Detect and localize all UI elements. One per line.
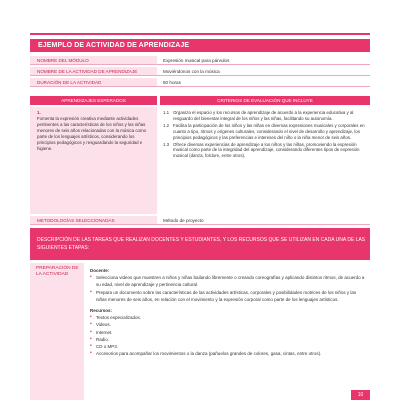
bullet-icon: • xyxy=(90,288,92,295)
preparacion-label: PREPARACIÓN DE LA ACTIVIDAD xyxy=(30,263,84,400)
metodologias-label: METODOLOGÍAS SELECCIONADAS xyxy=(30,216,157,224)
recurso-item: • Accesorios para acompañar los movimientos o la danza (pañuelos grandes de colores, gasa, cintas, entre otros). xyxy=(90,350,322,357)
header-aprendizajes: APRENDIZAJES ESPERADOS xyxy=(30,96,157,105)
docente-item: • Selecciona videos que muestren a niños y niñas bailando libremente o creando coreografías y aplicando distintos ritmos, de acuerdo a su edad, nivel de aprendizaje y pertinencia cultural. xyxy=(90,274,365,288)
aprendizaje-number: 1. xyxy=(37,110,41,115)
info-row-actividad xyxy=(30,67,370,76)
criterio-item xyxy=(163,142,366,160)
preparacion-content xyxy=(87,263,370,400)
bullet-icon: • xyxy=(90,328,92,335)
bullet-icon: • xyxy=(90,274,92,281)
bullet-icon: • xyxy=(90,314,92,321)
info-value: Expresión musical para párvulos xyxy=(163,57,230,63)
aprendizaje-text: Fomenta la expresión creativa mediante actividades pertinentes a las características de los niños y las niñas menores de seis años relacionadas con la música como parte de los lenguajes artísticos, considerando los principios pedagógicos y resguardando la seguridad e higiene. xyxy=(37,116,147,151)
docente-heading: Docente: xyxy=(90,268,110,273)
recurso-item: • Radio. xyxy=(90,335,110,342)
recursos-heading: Recursos: xyxy=(90,308,113,314)
bullet-icon: • xyxy=(90,343,92,350)
page-number: 10 xyxy=(351,390,370,400)
criterio-number: 1.2 xyxy=(163,122,170,128)
bullet-icon: • xyxy=(90,350,92,357)
criterio-text: Organiza el espacio y los recursos de aprendizaje de acuerdo a la experiencia educativa y al resguardo del bienestar integral de los niños y las niñas, facilitando su autonomía. xyxy=(173,110,354,121)
info-label: DURACIÓN DE LA ACTIVIDAD xyxy=(30,78,157,86)
bullet-icon: • xyxy=(90,321,92,328)
metodologias-row xyxy=(30,216,370,225)
criterio-item xyxy=(163,123,366,141)
aprendizaje-cell xyxy=(30,107,157,214)
descripcion-banner: DESCRIPCIÓN DE LAS TAREAS QUE REALIZAN DOCENTES Y ESTUDIANTES, Y LOS RECURSOS QUE SE UTILIZAN EN CADA UNA DE LAS SIGUIENTES ETAPAS: xyxy=(30,228,370,260)
info-label: NOMBRE DE LA ACTIVIDAD DE APRENDIZAJE xyxy=(30,67,157,75)
document-page xyxy=(30,0,370,400)
info-row-modulo xyxy=(30,56,370,65)
criterio-item xyxy=(163,110,366,122)
criterio-text: Ofrece diversas experiencias de aprendizaje a los niños y las niñas, promoviendo la expresión musical como parte de la integridad del aprendizaje, considerando diferentes tipos de expresión musical (danza, folclore, entre otros). xyxy=(173,141,360,159)
bullet-icon: • xyxy=(90,335,92,342)
criterios-cell xyxy=(160,107,370,214)
criterio-text: Facilita la participación de los niños y las niñas en diversas expresiones musicales y corporales en cuanto a tipo, ritmos y orígenes culturales, considerando el nivel de desarrollo y aprendizaje, los principios pedagógicos y las preferencias e intereses del niño o la niña menor de seis años. xyxy=(173,122,365,140)
info-value: Moviéndonos con la música xyxy=(163,68,220,74)
info-value: 50 horas xyxy=(163,79,181,85)
criterio-number: 1.1 xyxy=(163,110,170,115)
info-label: NOMBRE DEL MÓDULO xyxy=(30,56,157,64)
recurso-item: • Videos. xyxy=(90,321,111,328)
top-rule xyxy=(30,33,370,35)
table-header xyxy=(30,96,370,105)
header-criterios: CRITERIOS DE EVALUACIÓN QUE INCLUYE xyxy=(160,96,370,105)
recurso-item: • CD o MP3. xyxy=(90,343,119,350)
info-row-duracion xyxy=(30,78,370,87)
criterio-number: 1.3 xyxy=(163,141,170,147)
docente-item: • Prepara un documento sobre las características de las actividades artísticas, corporales y posibilidades motrices de los niños y las niñas menores de seis años, en relación con el movimiento y la expresión corporal como parte de los lenguajes artísticos. xyxy=(90,288,357,302)
recurso-item: • Internet. xyxy=(90,328,113,335)
metodologias-value: Método de proyecto xyxy=(163,217,204,223)
page-title: EJEMPLO DE ACTIVIDAD DE APRENDIZAJE xyxy=(30,39,370,52)
recurso-item: • Textos especializados. xyxy=(90,314,142,321)
